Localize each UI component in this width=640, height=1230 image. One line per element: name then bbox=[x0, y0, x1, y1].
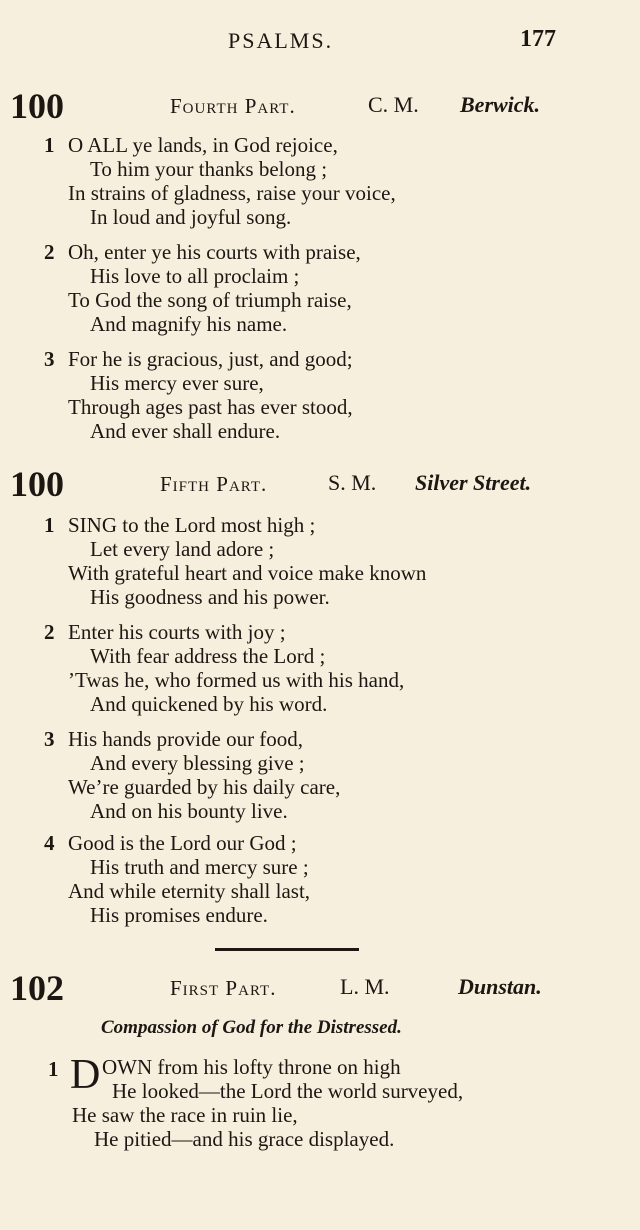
verse-line: And every blessing give ; bbox=[90, 751, 305, 775]
verse-line: We’re guarded by his daily care, bbox=[68, 775, 341, 799]
verse-line: Good is the Lord our God ; bbox=[68, 831, 297, 855]
verse-line: SING to the Lord most high ; bbox=[68, 513, 316, 537]
stanza-number: 3 bbox=[44, 727, 55, 751]
hymn-header-100-fifth bbox=[0, 464, 640, 504]
verse-line: His hands provide our food, bbox=[68, 727, 304, 751]
verse-line: To him your thanks belong ; bbox=[90, 157, 328, 181]
hymn-tune: Dunstan. bbox=[458, 974, 542, 999]
hymn-part: Fourth Part. bbox=[170, 94, 296, 118]
stanza-number: 4 bbox=[44, 831, 55, 855]
stanza-number: 2 bbox=[44, 240, 55, 264]
hymn-number: 100 bbox=[10, 86, 64, 126]
verse-line: With fear address the Lord ; bbox=[90, 644, 326, 668]
verse-line: He looked—the Lord the world surveyed, bbox=[112, 1079, 464, 1103]
hymn-meter: C. M. bbox=[368, 92, 419, 117]
verse-line: Let every land adore ; bbox=[90, 537, 275, 561]
verse-line: His love to all proclaim ; bbox=[90, 264, 300, 288]
verse-line: With grateful heart and voice make known bbox=[68, 561, 427, 585]
hymn-tune: Silver Street. bbox=[415, 470, 532, 495]
stanza-number: 2 bbox=[44, 620, 55, 644]
hymn-part: First Part. bbox=[170, 976, 277, 1000]
hymn-header-100-fourth bbox=[0, 86, 640, 126]
verse-line: In loud and joyful song. bbox=[90, 205, 292, 229]
verse-line: For he is gracious, just, and good; bbox=[68, 347, 353, 371]
verse-line: And ever shall endure. bbox=[90, 419, 281, 443]
hymn-header-102-first bbox=[0, 968, 640, 1008]
hymn-part: Fifth Part. bbox=[160, 472, 268, 496]
verse-line: Oh, enter ye his courts with praise, bbox=[68, 240, 361, 264]
hymn-subtitle: Compassion of God for the Distressed. bbox=[101, 1017, 402, 1038]
hymn-tune: Berwick. bbox=[460, 92, 541, 117]
verse-line: And quickened by his word. bbox=[90, 692, 328, 716]
verse-line: His truth and mercy sure ; bbox=[90, 855, 309, 879]
verse-line: He saw the race in ruin lie, bbox=[72, 1103, 298, 1127]
hymn-meter: S. M. bbox=[328, 470, 377, 495]
verse-line: Enter his courts with joy ; bbox=[68, 620, 286, 644]
stanza-number: 1 bbox=[44, 133, 55, 157]
drop-cap: D bbox=[70, 1052, 101, 1098]
verse-line: Through ages past has ever stood, bbox=[68, 395, 353, 419]
running-head bbox=[0, 28, 640, 58]
verse-line: And while eternity shall last, bbox=[68, 879, 311, 903]
verse-line: His promises endure. bbox=[90, 903, 268, 927]
stanza-number: 3 bbox=[44, 347, 55, 371]
verse-line: To God the song of triumph raise, bbox=[68, 288, 352, 312]
hymn-number: 102 bbox=[10, 968, 64, 1008]
verse-line: He pitied—and his grace displayed. bbox=[94, 1127, 395, 1151]
page-number: 177 bbox=[520, 26, 556, 52]
hymn-number: 100 bbox=[10, 464, 64, 504]
hymn-meter: L. M. bbox=[340, 974, 390, 999]
verse-line: And on his bounty live. bbox=[90, 799, 288, 823]
stanza-number: 1 bbox=[48, 1057, 59, 1081]
verse-line: His mercy ever sure, bbox=[90, 371, 264, 395]
verse-line: His goodness and his power. bbox=[90, 585, 330, 609]
running-title: PSALMS. bbox=[228, 28, 334, 53]
section-divider bbox=[215, 948, 359, 951]
verse-line: ’Twas he, who formed us with his hand, bbox=[68, 668, 405, 692]
verse-line: And magnify his name. bbox=[90, 312, 288, 336]
verse-line: OWN from his lofty throne on high bbox=[102, 1055, 401, 1079]
verse-line: O ALL ye lands, in God rejoice, bbox=[68, 133, 338, 157]
stanza-number: 1 bbox=[44, 513, 55, 537]
verse-line: In strains of gladness, raise your voice, bbox=[68, 181, 396, 205]
